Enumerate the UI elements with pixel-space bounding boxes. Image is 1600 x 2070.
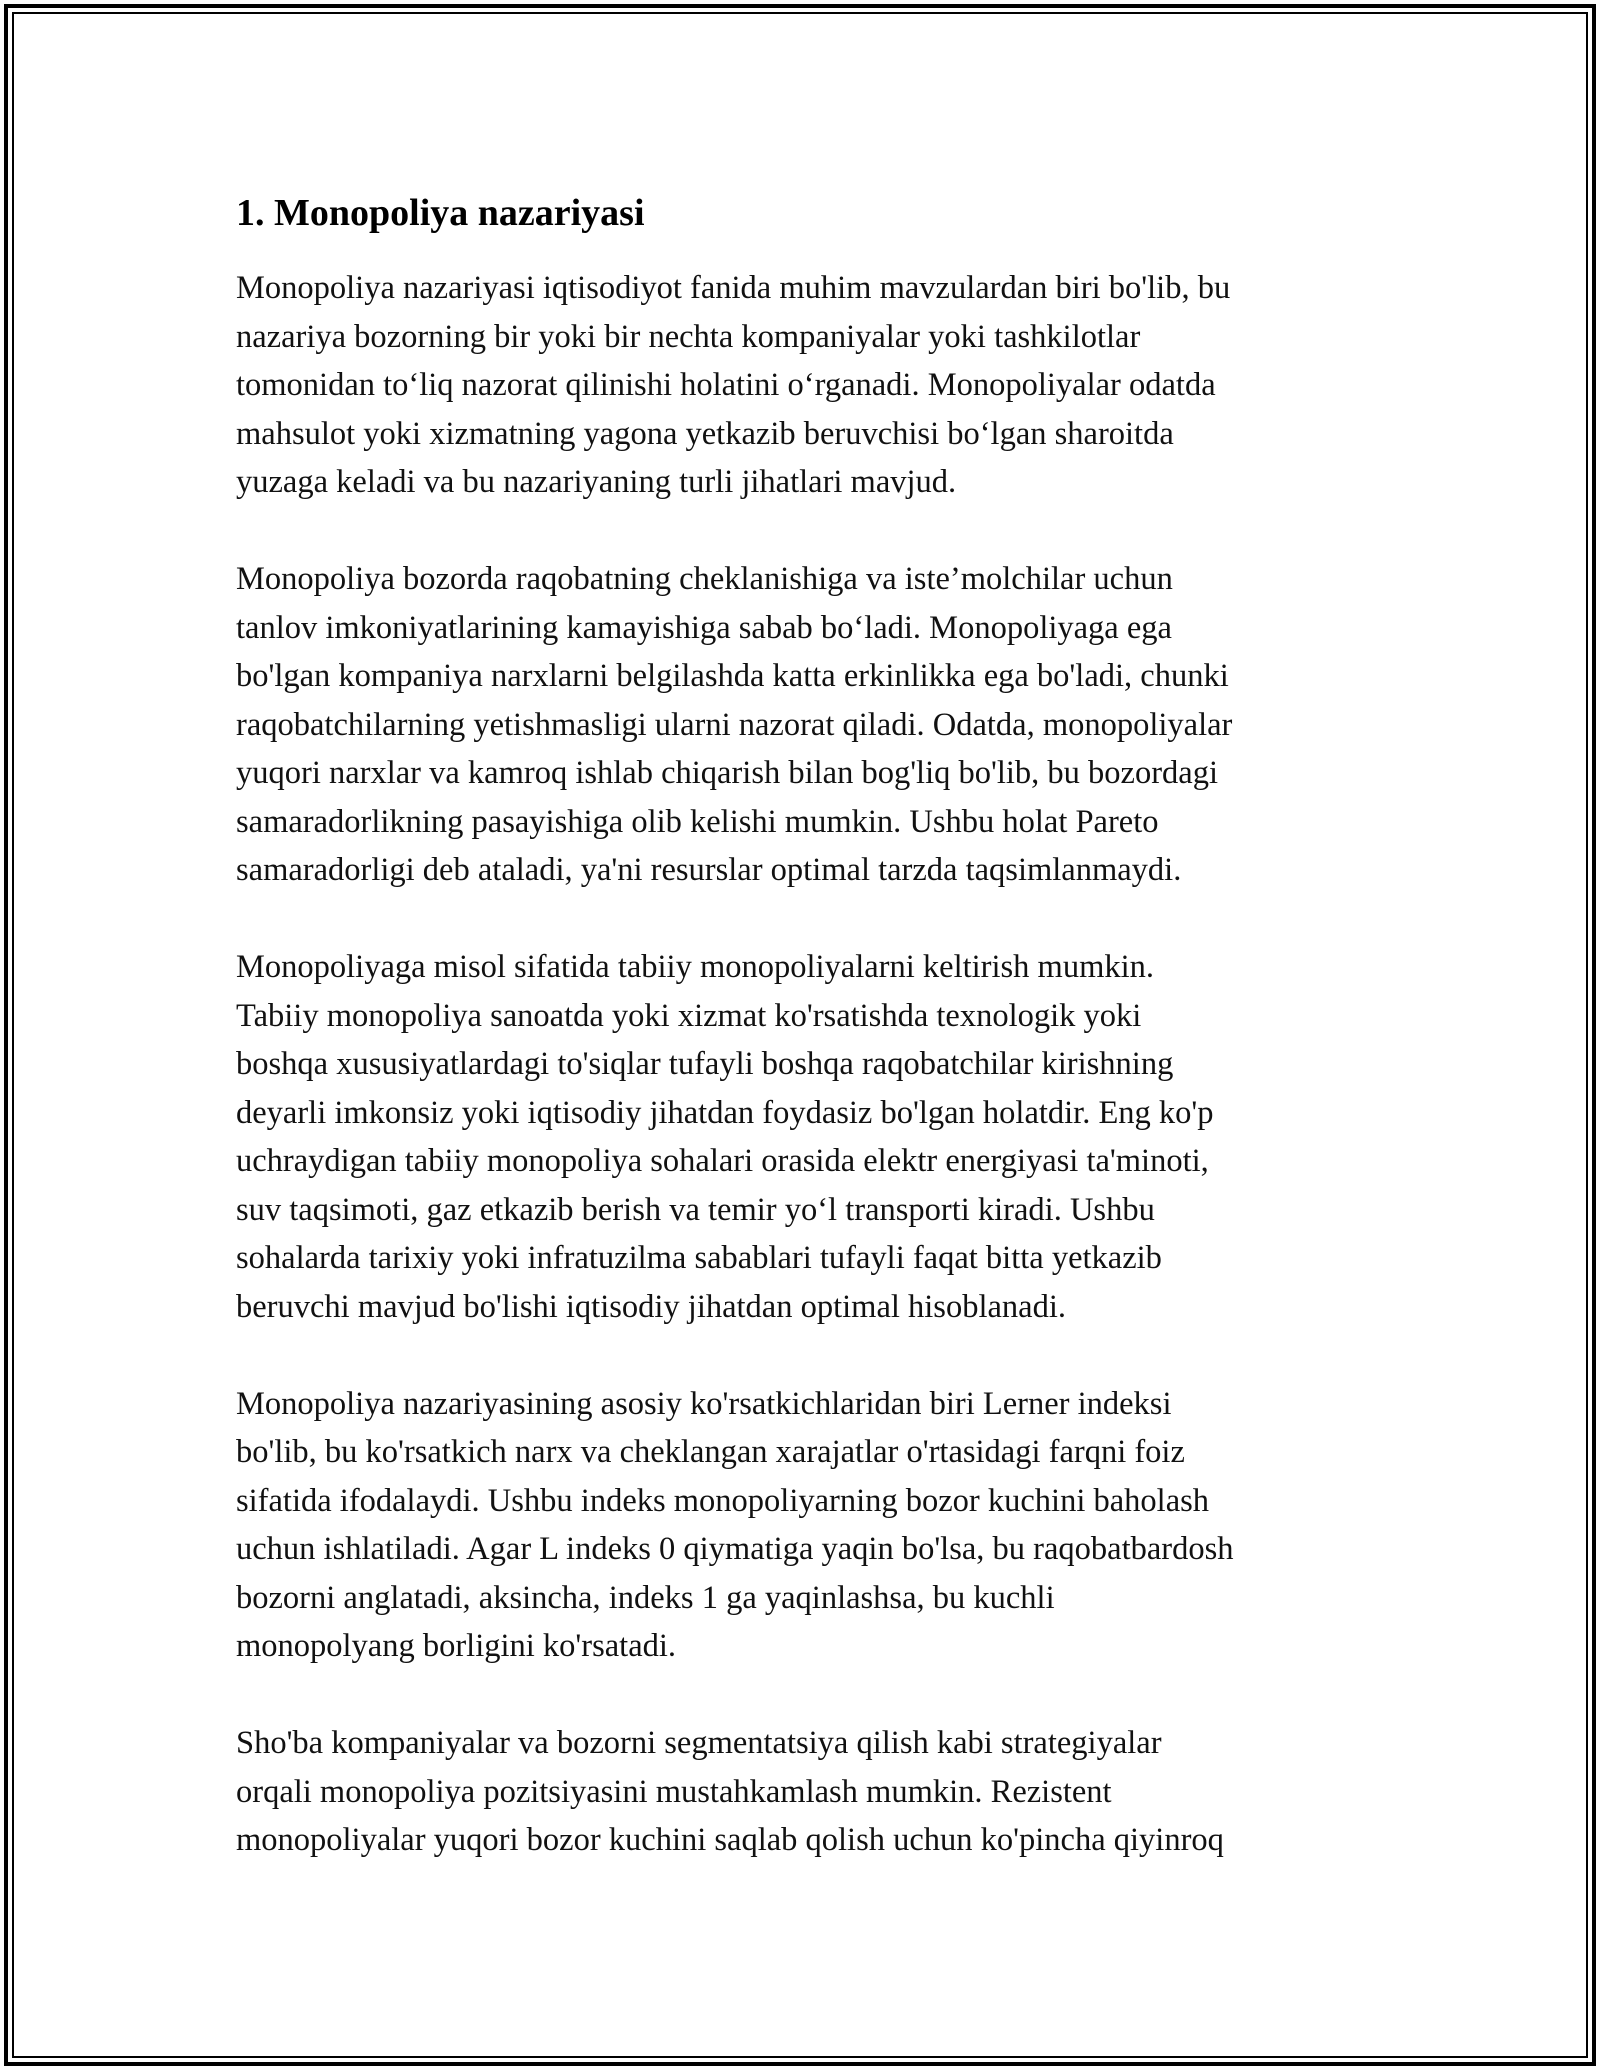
document-body: [236, 186, 1376, 1913]
paragraph-line: uchraydigan tabiiy monopoliya sohalari orasida elektr energiyasi ta'minoti,: [236, 1143, 1209, 1179]
paragraph-line: yuqori narxlar va kamroq ishlab chiqarish bilan bog'liq bo'lib, bu bozordagi: [236, 755, 1218, 791]
paragraph-line: samaradorlikning pasayishiga olib kelishi mumkin. Ushbu holat Pareto: [236, 803, 1159, 840]
paragraph-line: Monopoliya bozorda raqobatning cheklanishiga va iste’molchilar uchun: [236, 561, 1173, 597]
paragraph-line: sohalarda tarixiy yoki infratuzilma sabablari tufayli faqat bitta yetkazib: [236, 1240, 1162, 1276]
paragraph-line: sifatida ifodalaydi. Ushbu indeks monopoliyarning bozor kuchini baholash: [236, 1482, 1210, 1519]
paragraph-line: yuzaga keladi va bu nazariyaning turli jihatlari mavjud.: [236, 464, 957, 500]
paragraph-line: bo'lib, bu ko'rsatkich narx va cheklangan xarajatlar o'rtasidagi farqni foiz: [236, 1434, 1185, 1470]
paragraph-line: monopolyang borligini ko'rsatadi.: [236, 1628, 677, 1664]
section-heading: 1. Monopoliya nazariyasi: [236, 192, 645, 234]
paragraph-1: [236, 264, 1376, 507]
paragraph-line: beruvchi mavjud bo'lishi iqtisodiy jihatdan optimal hisoblanadi.: [236, 1288, 1066, 1325]
paragraph-line: Monopoliya nazariyasi iqtisodiyot fanida muhim mavzulardan biri bo'lib, bu: [236, 270, 1231, 306]
paragraph-line: suv taqsimoti, gaz etkazib berish va temir yo‘l transporti kiradi. Ushbu: [236, 1191, 1155, 1228]
paragraph-line: Monopoliya nazariyasining asosiy ko'rsatkichlaridan biri Lerner indeksi: [236, 1385, 1172, 1422]
paragraph-line: Monopoliyaga misol sifatida tabiiy monopoliyalarni keltirish mumkin.: [236, 949, 1155, 985]
paragraph-line: orqali monopoliya pozitsiyasini mustahkamlash mumkin. Rezistent: [236, 1773, 1112, 1810]
paragraph-4: [236, 1380, 1376, 1671]
paragraph-line: bozorni anglatadi, aksincha, indeks 1 ga yaqinlashsa, bu kuchli: [236, 1579, 1055, 1616]
paragraph-line: mahsulot yoki xizmatning yagona yetkazib beruvchisi bo‘lgan sharoitda: [236, 415, 1174, 452]
paragraph-line: tanlov imkoniyatlarining kamayishiga sabab bo‘ladi. Monopoliyaga ega: [236, 609, 1172, 646]
paragraph-line: boshqa xususiyatlardagi to'siqlar tufayli boshqa raqobatchilar kirishning: [236, 1046, 1174, 1082]
paragraph-line: samaradorligi deb ataladi, ya'ni resurslar optimal tarzda taqsimlanmaydi.: [236, 852, 1182, 888]
paragraph-line: tomonidan to‘liq nazorat qilinishi holatini o‘rganadi. Monopoliyalar odatda: [236, 367, 1216, 403]
paragraph-line: deyarli imkonsiz yoki iqtisodiy jihatdan foydasiz bo'lgan holatdir. Eng ko'p: [236, 1094, 1214, 1131]
paragraph-line: Sho'ba kompaniyalar va bozorni segmentatsiya qilish kabi strategiyalar: [236, 1725, 1162, 1761]
paragraph-line: uchun ishlatiladi. Agar L indeks 0 qiymatiga yaqin bo'lsa, bu raqobatbardosh: [236, 1531, 1234, 1567]
paragraph-line: raqobatchilarning yetishmasligi ularni nazorat qiladi. Odatda, monopoliyalar: [236, 706, 1233, 743]
paragraph-line: nazariya bozorning bir yoki bir nechta kompaniyalar yoki tashkilotlar: [236, 318, 1141, 355]
paragraph-line: Tabiiy monopoliya sanoatda yoki xizmat ko'rsatishda texnologik yoki: [236, 997, 1142, 1034]
paragraph-line: monopoliyalar yuqori bozor kuchini saqlab qolish uchun ko'pincha qiyinroq: [236, 1822, 1224, 1858]
paragraph-line: bo'lgan kompaniya narxlarni belgilashda katta erkinlikka ega bo'ladi, chunki: [236, 658, 1229, 694]
paragraph-5: [236, 1719, 1376, 1865]
paragraph-3: [236, 943, 1376, 1331]
paragraph-2: [236, 555, 1376, 895]
